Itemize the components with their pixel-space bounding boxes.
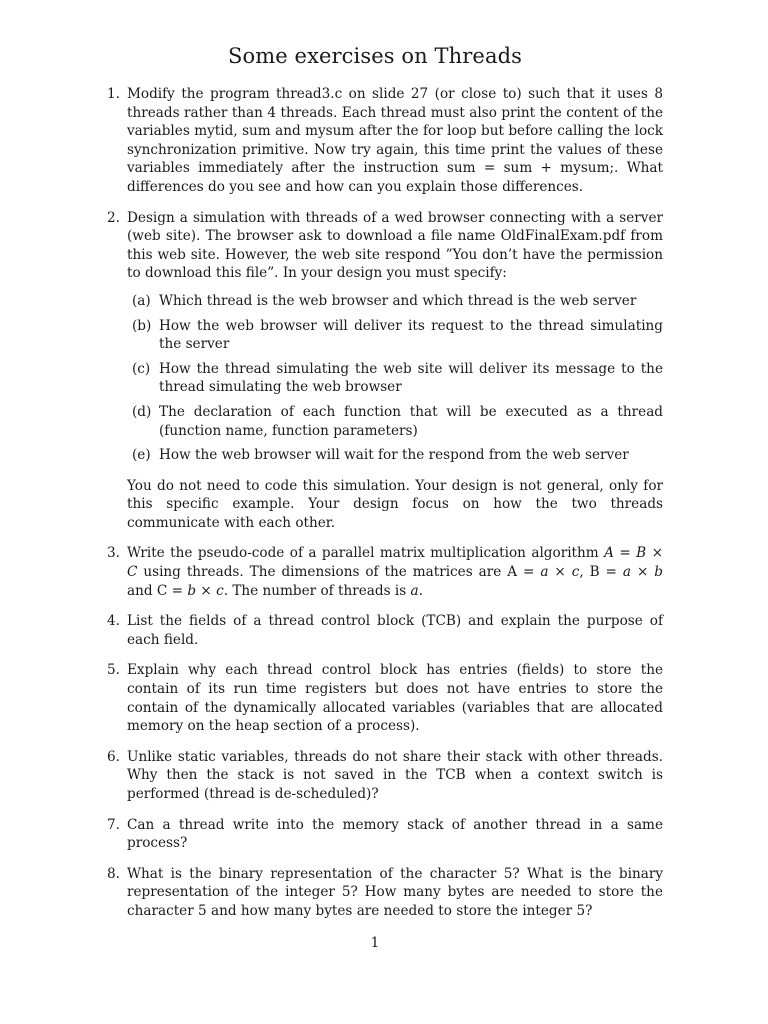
exercise-text-part: using threads. The dimensions of the matrices are A = [137, 564, 541, 581]
math-symbol: C [127, 564, 138, 581]
exercise-text: Design a simulation with threads of a wed browser connecting with a server (web site). The browser ask to download a file name OldFinalExam.pdf from this web site. However, the web site respond ”You don’t have the permission to download this file”. In your design you must specify: [127, 209, 663, 282]
exercise-text-part: Write the pseudo-code of a parallel matrix multiplication algorithm [127, 545, 605, 562]
subitem-e [127, 446, 663, 465]
exercise-text: Modify the program thread3.c on slide 27 (or close to) such that it uses 8 threads rather than 4 threads. Each thread must also print the content of the variables mytid, sum and mysum after the for loop but before calling the lock synchronization primitive. Now try again, this time print the values of these variables immediately after the instruction sum = sum + mysum;. What differences do you see and how can you explain those differences. [127, 86, 663, 195]
exercise-text-part: . The number of threads is [223, 582, 411, 599]
math-symbol: a [622, 564, 631, 581]
subitem-letter: (c) [132, 360, 151, 377]
exercise-text-part: = [613, 545, 637, 562]
exercise-text: Explain why each thread control block has entries (fields) to store the contain of its run time registers but does not have entries to store the contain of the dynamically allocated variables (variables that are allocated memory on the heap section of a process). [127, 662, 663, 735]
exercise-text: List the fields of a thread control block (TCB) and explain the purpose of each field. [127, 613, 663, 648]
exercise-8 [107, 865, 663, 921]
exercise-number: 2. [107, 209, 120, 226]
exercise-2 [107, 209, 663, 533]
subitem-text: How the thread simulating the web site will deliver its message to the thread simulating the web browser [159, 360, 663, 396]
exercise-1 [107, 85, 663, 197]
subitem-c [127, 360, 663, 397]
exercise-text: Can a thread write into the memory stack of another thread in a same process? [127, 816, 663, 852]
subitem-text: Which thread is the web browser and which thread is the web server [159, 292, 637, 309]
math-symbol: B [636, 545, 647, 562]
exercise-5 [107, 661, 663, 735]
exercise-4 [107, 612, 663, 649]
subitem-text: The declaration of each function that will be executed as a thread (function name, function parameters) [159, 403, 663, 439]
page-number: 1 [370, 935, 380, 951]
math-symbol: b [654, 564, 663, 581]
subitem-letter: (d) [132, 403, 152, 420]
subitem-text: How the web browser will wait for the respond from the web server [159, 447, 629, 464]
exercise-text-part: × [196, 582, 217, 599]
math-symbol: a [410, 582, 419, 599]
subitem-letter: (a) [132, 292, 151, 309]
math-symbol: a [540, 564, 549, 581]
math-symbol: A [604, 545, 614, 562]
subitem-a [127, 292, 663, 311]
subitem-text: How the web browser will deliver its request to the thread simulating the server [159, 317, 663, 353]
math-symbol: c [216, 582, 224, 599]
exercise-number: 7. [107, 816, 120, 833]
exercise-number: 3. [107, 545, 120, 562]
subitem-letter: (b) [132, 317, 152, 334]
math-symbol: b [187, 582, 197, 599]
page-title: Some exercises on Threads [228, 44, 522, 68]
subitem-letter: (e) [132, 447, 151, 464]
exercise-number: 8. [107, 865, 120, 882]
exercise-number: 4. [107, 613, 120, 630]
exercise-7 [107, 816, 663, 853]
exercise-text-part: × [548, 564, 572, 581]
exercise-3 [107, 544, 663, 600]
exercise-text-part: × [646, 545, 663, 562]
exercise-2-subitems [127, 292, 663, 465]
exercise-text: Unlike static variables, threads do not share their stack with other threads. Why then the stack is not saved in the TCB when a context switch is performed (thread is de-scheduled)? [127, 748, 663, 802]
exercise-text: What is the binary representation of the character 5? What is the binary representation of the integer 5? How many bytes are needed to store the character 5 and how many bytes are needed to store the integer 5? [127, 865, 663, 919]
math-symbol: c [571, 564, 580, 581]
exercise-text-part: × [631, 564, 655, 581]
exercise-text-part: and C = [127, 582, 188, 599]
subitem-d [127, 403, 663, 440]
subitem-b [127, 317, 663, 354]
exercise-text-part: , B = [579, 564, 623, 581]
exercise-6 [107, 748, 663, 804]
exercise-text-part: . [418, 582, 423, 599]
exercise-number: 5. [107, 662, 120, 679]
exercise-number: 6. [107, 748, 120, 765]
exercise-list [107, 85, 663, 921]
exercise-number: 1. [107, 86, 120, 102]
exercise-2-note: You do not need to code this simulation. Your design is not general, only for this specific example. Your design focus on how the two threads communicate with each other. [127, 477, 663, 531]
